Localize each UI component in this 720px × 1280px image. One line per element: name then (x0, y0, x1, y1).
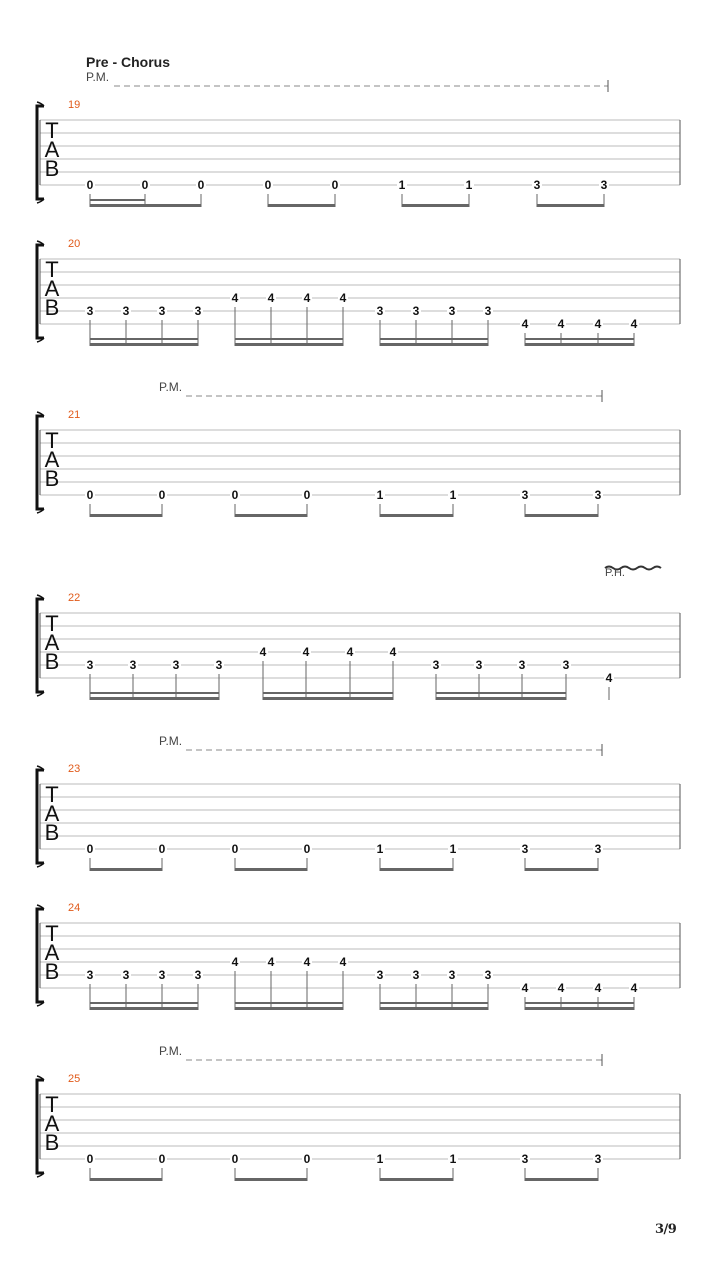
measure-number: 25 (68, 1073, 81, 1085)
tab-clef-letter: T (45, 1092, 59, 1117)
fret-number: 1 (376, 842, 384, 856)
fret-number: 3 (562, 658, 570, 672)
fret-number: 4 (521, 981, 529, 995)
fret-number: 3 (158, 304, 166, 318)
beam-secondary (90, 692, 219, 694)
fret-number: 0 (86, 178, 94, 192)
beam-secondary (525, 1002, 634, 1004)
tab-system-measure-21 (37, 380, 680, 517)
fret-number: 3 (376, 304, 384, 318)
fret-number: 0 (303, 488, 311, 502)
fret-number: 0 (231, 842, 239, 856)
section-title: Pre - Chorus (86, 54, 171, 70)
fret-number: 4 (303, 955, 311, 969)
fret-number: 0 (141, 178, 149, 192)
tab-system-measure-19 (37, 70, 680, 207)
fret-number: 0 (231, 488, 239, 502)
fret-number: 4 (231, 955, 239, 969)
fret-number: 0 (231, 1152, 239, 1166)
tab-clef-letter: T (45, 782, 59, 807)
fret-number: 3 (376, 968, 384, 982)
fret-number: 3 (448, 304, 456, 318)
beam-primary (90, 343, 198, 346)
fret-number: 1 (449, 1152, 457, 1166)
tab-clef-letter: A (44, 630, 60, 655)
tab-clef-letter: A (44, 1111, 60, 1136)
fret-number: 0 (197, 178, 205, 192)
beam-primary (380, 1178, 453, 1181)
beam-primary (268, 204, 335, 207)
fret-number: 4 (389, 645, 397, 659)
fret-number: 4 (594, 981, 602, 995)
fret-number: 3 (172, 658, 180, 672)
fret-number: 3 (122, 968, 130, 982)
measure-number: 20 (68, 238, 81, 250)
fret-number: 3 (448, 968, 456, 982)
beam-secondary (235, 1002, 343, 1004)
beam-primary (90, 697, 219, 700)
fret-number: 1 (376, 488, 384, 502)
beam-primary (90, 204, 201, 207)
beam-primary (525, 868, 598, 871)
fret-number: 3 (484, 304, 492, 318)
beam-primary (525, 343, 634, 346)
beam-secondary (380, 1002, 488, 1004)
beam-primary (235, 868, 307, 871)
fret-number: 3 (86, 968, 94, 982)
beam-primary (525, 1007, 634, 1010)
fret-number: 3 (600, 178, 608, 192)
tab-system-measure-20 (37, 238, 680, 346)
fret-number: 3 (86, 658, 94, 672)
palm-mute-label: P.M. (159, 1044, 183, 1058)
fret-number: 3 (594, 1152, 602, 1166)
fret-number: 0 (303, 1152, 311, 1166)
beam-primary (380, 1007, 488, 1010)
fret-number: 3 (86, 304, 94, 318)
beam-primary (235, 1007, 343, 1010)
fret-number: 3 (412, 968, 420, 982)
beam-primary (525, 1178, 598, 1181)
fret-number: 4 (339, 955, 347, 969)
tab-clef-letter: B (44, 649, 60, 674)
tab-clef-letter: T (45, 118, 59, 143)
beam-secondary (436, 692, 566, 694)
fret-number: 4 (303, 291, 311, 305)
tab-clef-letter: B (44, 1130, 60, 1155)
beam-secondary (90, 199, 145, 201)
tab-system-measure-23 (37, 734, 680, 871)
fret-number: 1 (398, 178, 406, 192)
measure-number: 19 (68, 99, 81, 111)
palm-mute-label: P.M. (86, 70, 110, 84)
beam-primary (402, 204, 469, 207)
beam-primary (380, 514, 453, 517)
fret-number: 3 (521, 1152, 529, 1166)
fret-number: 4 (630, 317, 638, 331)
tab-clef-letter: B (44, 156, 60, 181)
tab-clef-letter: B (44, 466, 60, 491)
fret-number: 4 (346, 645, 354, 659)
fret-number: 1 (449, 488, 457, 502)
tab-clef-letter: T (45, 611, 59, 636)
tab-clef-letter: T (45, 921, 59, 946)
beam-primary (90, 1007, 198, 1010)
beam-secondary (525, 338, 634, 340)
fret-number: 3 (158, 968, 166, 982)
fret-number: 0 (264, 178, 272, 192)
fret-number: 3 (194, 304, 202, 318)
tab-clef-letter: A (44, 801, 60, 826)
beam-primary (90, 1178, 162, 1181)
fret-number: 3 (129, 658, 137, 672)
fret-number: 1 (449, 842, 457, 856)
fret-number: 0 (86, 842, 94, 856)
beam-secondary (90, 338, 198, 340)
fret-number: 4 (339, 291, 347, 305)
beam-secondary (263, 692, 393, 694)
fret-number: 0 (303, 842, 311, 856)
fret-number: 0 (331, 178, 339, 192)
tab-clef-letter: B (44, 295, 60, 320)
beam-primary (537, 204, 604, 207)
fret-number: 4 (630, 981, 638, 995)
tab-system-measure-25 (37, 1044, 680, 1181)
page-indicator: 3/9 (655, 1222, 677, 1237)
beam-secondary (235, 338, 343, 340)
fret-number: 4 (557, 981, 565, 995)
fret-number: 3 (475, 658, 483, 672)
fret-number: 0 (158, 1152, 166, 1166)
fret-number: 4 (259, 645, 267, 659)
tab-clef-letter: A (44, 276, 60, 301)
tab-clef-letter: T (45, 428, 59, 453)
fret-number: 4 (557, 317, 565, 331)
fret-number: 0 (158, 488, 166, 502)
tab-clef-letter: A (44, 447, 60, 472)
tab-clef-letter: B (44, 820, 60, 845)
fret-number: 3 (594, 842, 602, 856)
fret-number: 3 (194, 968, 202, 982)
beam-primary (436, 697, 566, 700)
fret-number: 0 (86, 1152, 94, 1166)
pinch-harmonic-label: P.H. (605, 567, 625, 579)
fret-number: 4 (605, 671, 613, 685)
fret-number: 1 (465, 178, 473, 192)
beam-primary (263, 697, 393, 700)
tab-clef-letter: A (44, 137, 60, 162)
fret-number: 3 (594, 488, 602, 502)
measure-number: 23 (68, 763, 81, 775)
fret-number: 4 (267, 955, 275, 969)
fret-number: 3 (432, 658, 440, 672)
fret-number: 4 (231, 291, 239, 305)
measure-number: 21 (68, 409, 81, 421)
fret-number: 3 (484, 968, 492, 982)
fret-number: 3 (521, 842, 529, 856)
beam-primary (380, 343, 488, 346)
beam-secondary (380, 338, 488, 340)
fret-number: 4 (521, 317, 529, 331)
measure-number: 24 (68, 902, 81, 914)
tab-clef-letter: A (44, 940, 60, 965)
fret-number: 3 (521, 488, 529, 502)
beam-primary (525, 514, 598, 517)
palm-mute-label: P.M. (159, 734, 183, 748)
beam-primary (235, 1178, 307, 1181)
fret-number: 0 (158, 842, 166, 856)
beam-secondary (90, 1002, 198, 1004)
fret-number: 3 (412, 304, 420, 318)
fret-number: 3 (518, 658, 526, 672)
fret-number: 4 (302, 645, 310, 659)
fret-number: 3 (215, 658, 223, 672)
fret-number: 3 (122, 304, 130, 318)
beam-primary (90, 514, 162, 517)
tab-system-measure-22 (37, 567, 680, 701)
beam-primary (380, 868, 453, 871)
measure-number: 22 (68, 592, 81, 604)
tab-clef-letter: B (44, 959, 60, 984)
beam-primary (90, 868, 162, 871)
fret-number: 4 (594, 317, 602, 331)
fret-number: 4 (267, 291, 275, 305)
fret-number: 1 (376, 1152, 384, 1166)
beam-primary (235, 343, 343, 346)
tab-clef-letter: T (45, 257, 59, 282)
tab-system-measure-24 (37, 902, 680, 1010)
palm-mute-label: P.M. (159, 380, 183, 394)
fret-number: 0 (86, 488, 94, 502)
fret-number: 3 (533, 178, 541, 192)
beam-primary (235, 514, 307, 517)
